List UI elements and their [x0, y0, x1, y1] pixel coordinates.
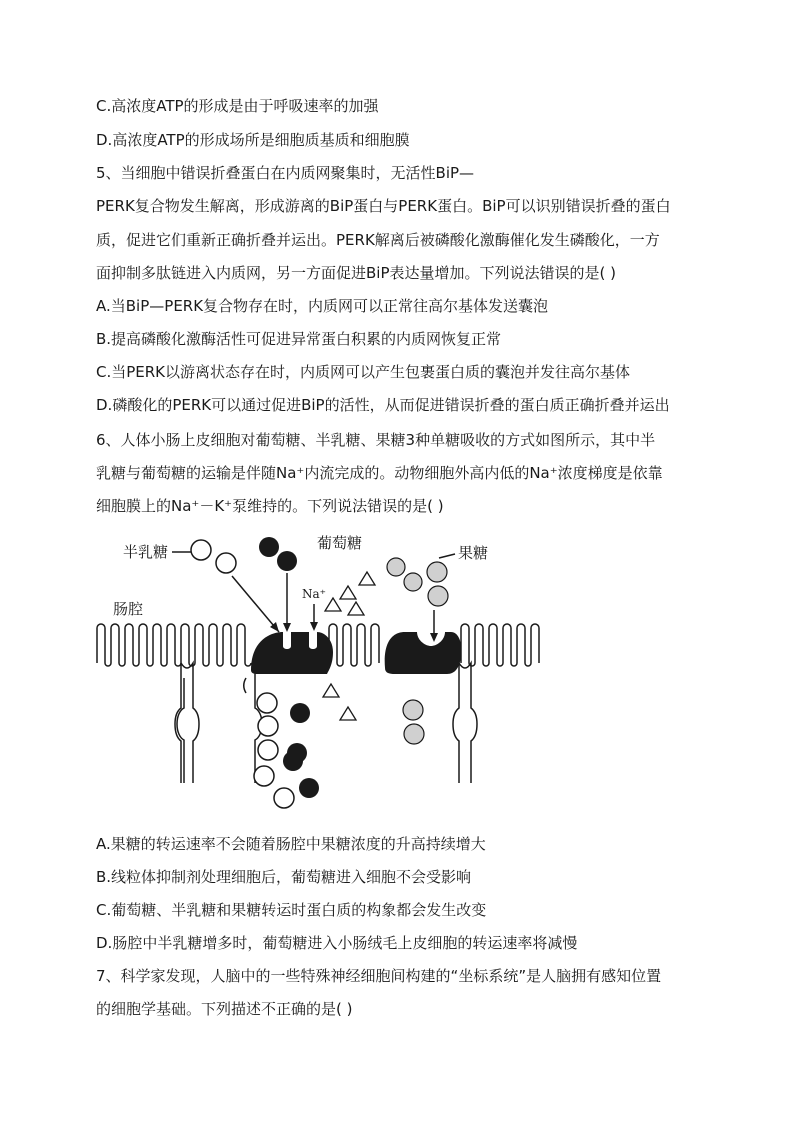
- glucose-molecule: [283, 751, 303, 771]
- question-6-stem: 6、人体小肠上皮细胞对葡萄糖、半乳糖、果糖3种单糖吸收的方式如图所示，其中半: [96, 431, 656, 449]
- option-c-q6: C.葡萄糖、半乳糖和果糖转运时蛋白质的构象都会发生改变: [96, 901, 487, 919]
- galactose-molecule: [257, 693, 277, 713]
- sglt1-carrier: [251, 632, 333, 674]
- option-a-q5: A.当BiP—PERK复合物存在时，内质网可以正常往高尔基体发送囊泡: [96, 297, 549, 315]
- question-5-stem: 面抑制多肽链进入内质网，另一方面促进BiP表达量增加。下列说法错误的是( ): [96, 264, 616, 282]
- label-fructose: 果糖: [458, 544, 489, 562]
- question-6-stem: 乳糖与葡萄糖的运输是伴随Na⁺内流完成的。动物细胞外高内低的Na⁺浓度梯度是依靠: [96, 464, 663, 482]
- sugar-transport-diagram: [95, 528, 545, 813]
- option-b-q6: B.线粒体抑制剂处理细胞后，葡萄糖进入细胞不会受影响: [96, 868, 472, 886]
- label-lumen: 肠腔: [113, 600, 144, 618]
- arrow-head: [283, 623, 291, 632]
- fructose-molecule: [387, 558, 405, 576]
- sodium-ion: [340, 586, 356, 599]
- glucose-molecule: [299, 778, 319, 798]
- option-d-q4: D.高浓度ATP的形成场所是细胞质基质和细胞膜: [96, 131, 410, 149]
- glucose-molecule: [290, 703, 310, 723]
- fructose-molecule: [404, 573, 422, 591]
- fructose-molecule: [403, 700, 423, 720]
- glucose-molecule: [259, 537, 279, 557]
- question-5-stem: PERK复合物发生解离，形成游离的BiP蛋白与PERK蛋白。BiP可以识别错误折叠的蛋白: [96, 197, 671, 215]
- galactose-arrow: [232, 576, 279, 632]
- fructose-molecule: [428, 586, 448, 606]
- galactose-molecule: [254, 766, 274, 786]
- microvilli-middle: [329, 624, 379, 666]
- label-sodium: Na⁺: [302, 587, 326, 601]
- glucose-molecule: [277, 551, 297, 571]
- microvilli-left: [97, 624, 251, 666]
- sodium-ion: [359, 572, 375, 585]
- question-5-stem: 质，促进它们重新正确折叠并运出。PERK解离后被磷酸化激酶催化发生磷酸化，一方: [96, 231, 660, 249]
- label-galactose: 半乳糖: [123, 543, 169, 561]
- galactose-molecule: [274, 788, 294, 808]
- fructose-molecule: [427, 562, 447, 582]
- question-6-stem: 细胞膜上的Na⁺－K⁺泵维持的。下列说法错误的是( ): [96, 497, 444, 515]
- option-a-q6: A.果糖的转运速率不会随着肠腔中果糖浓度的升高持续增大: [96, 835, 486, 853]
- sodium-ion: [348, 602, 364, 615]
- leader-line: [439, 554, 455, 558]
- galactose-molecule: [191, 540, 211, 560]
- microvilli-right: [461, 624, 539, 666]
- question-7-stem: 的细胞学基础。下列描述不正确的是( ): [96, 1000, 353, 1018]
- option-c-q4: C.高浓度ATP的形成是由于呼吸速率的加强: [96, 97, 379, 115]
- option-d-q5: D.磷酸化的PERK可以通过促进BiP的活性，从而促进错误折叠的蛋白质正确折叠并运出: [96, 396, 670, 414]
- galactose-molecule: [216, 553, 236, 573]
- glut5-carrier: [385, 632, 462, 674]
- sodium-ion: [325, 598, 341, 611]
- option-d-q6: D.肠腔中半乳糖增多时，葡萄糖进入小肠绒毛上皮细胞的转运速率将减慢: [96, 934, 578, 952]
- tight-junction-right: [453, 663, 477, 783]
- question-7-stem: 7、科学家发现，人脑中的一些特殊神经细胞间构建的“坐标系统”是人脑拥有感知位置: [96, 967, 662, 985]
- label-glucose: 葡萄糖: [317, 534, 363, 552]
- question-5-stem: 5、当细胞中错误折叠蛋白在内质网聚集时，无活性BiP—: [96, 164, 475, 182]
- cell-junction-left: [177, 663, 262, 783]
- arrow-head: [430, 633, 438, 642]
- arrow-head: [310, 622, 318, 631]
- tight-junction-left: [175, 663, 199, 783]
- sodium-ion: [340, 707, 356, 720]
- option-b-q5: B.提高磷酸化激酶活性可促进异常蛋白积累的内质网恢复正常: [96, 330, 502, 348]
- galactose-molecule: [258, 740, 278, 760]
- option-c-q5: C.当PERK以游离状态存在时，内质网可以产生包裹蛋白质的囊泡并发往高尔基体: [96, 363, 631, 381]
- sodium-ion: [323, 684, 339, 697]
- fructose-molecule: [404, 724, 424, 744]
- galactose-molecule: [258, 716, 278, 736]
